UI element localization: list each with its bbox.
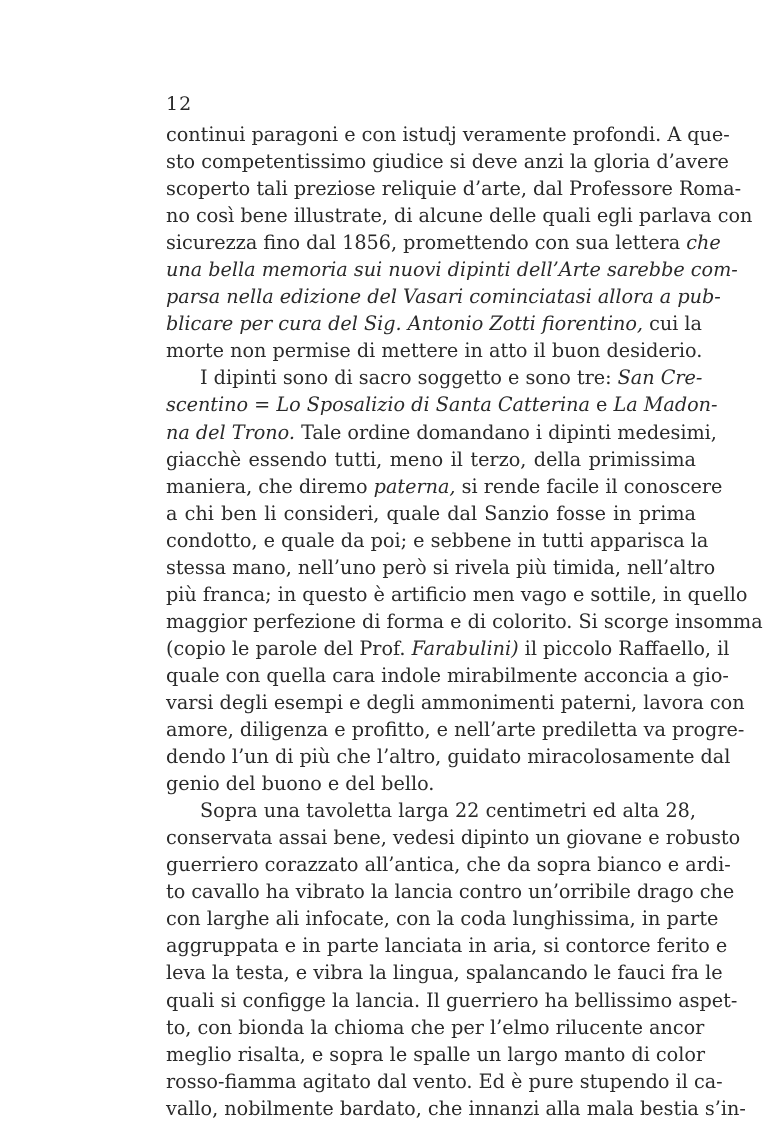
text-segment: Tale ordine domandano i dipinti medesimi, <box>294 420 717 444</box>
text-line <box>166 716 745 743</box>
text-line <box>166 121 730 148</box>
text-segment: giacchè essendo tutti, meno il terzo, della primissima <box>166 447 696 471</box>
text-segment: continui paragoni e con istudj veramente profondi. A que- <box>166 123 730 146</box>
text-line <box>166 662 729 689</box>
italic-text: Farabulini) <box>411 636 519 660</box>
text-segment: aggruppata e in parte lanciata in aria, si contorce ferito e <box>166 934 728 958</box>
text-segment: cui la <box>642 312 702 336</box>
text-line <box>166 446 696 473</box>
text-segment: guerriero corazzato all’antica, che da sopra bianco e ardi- <box>166 853 731 877</box>
text-segment: (copio le parole del Prof. <box>166 636 412 660</box>
text-line <box>166 256 738 283</box>
text-segment: quali si configge la lancia. Il guerriero ha bellissimo aspet- <box>166 988 738 1012</box>
text-line <box>166 987 738 1014</box>
text-segment: e <box>589 393 614 417</box>
text-line <box>166 1041 706 1068</box>
text-segment: il piccolo Raffaello, il <box>518 636 730 660</box>
italic-text: Lo Sposalizio di Santa Catterina <box>276 393 590 417</box>
text-segment: quale con quella cara indole mirabilmente acconcia a gio- <box>166 663 729 687</box>
text-line <box>166 202 753 229</box>
text-line <box>166 391 718 418</box>
text-segment: si rende facile il conoscere <box>455 474 723 498</box>
text-line <box>166 175 742 202</box>
paragraph <box>166 121 753 364</box>
text-segment: meglio risalta, e sopra le spalle un largo manto di color <box>166 1042 706 1066</box>
text-segment: no così bene illustrate, di alcune delle quali egli parlava con <box>166 204 753 228</box>
text-segment: leva la testa, e vibra la lingua, spalancando le fauci fra le <box>166 961 723 985</box>
text-line <box>166 797 696 824</box>
text-line <box>166 554 716 581</box>
text-segment: vallo, nobilmente bardato, che innanzi alla mala bestia s’in- <box>166 1096 746 1120</box>
text-line <box>166 500 696 527</box>
text-line <box>166 878 735 905</box>
italic-text: blicare per cura del Sig. Antonio Zotti fiorentino, <box>166 312 643 336</box>
italic-text: parsa nella edizione del Vasari cominciatasi allora a pub- <box>166 285 721 309</box>
text-line <box>166 1068 723 1095</box>
italic-text: San Cre- <box>617 366 703 390</box>
text-line <box>166 337 703 364</box>
italic-text: La Madon- <box>613 393 718 417</box>
text-segment: condotto, e quale da poi; e sebbene in tutti apparisca la <box>166 528 709 552</box>
text-line <box>166 1014 705 1041</box>
text-segment: stessa mano, nell’uno però si rivela più timida, nell’altro <box>166 555 716 579</box>
text-line <box>166 689 745 716</box>
text-segment: sicurezza fino dal 1856, promettendo con sua lettera <box>166 231 687 255</box>
text-segment: Sopra una tavoletta larga 22 centimetri ed alta 28, <box>200 799 696 823</box>
text-segment: amore, diligenza e profitto, e nell’arte prediletta va progre- <box>166 718 745 742</box>
text-segment: = <box>248 393 277 417</box>
text-segment: to, con bionda la chioma che per l’elmo rilucente ancor <box>166 1015 705 1039</box>
text-segment: varsi degli esempi e degli ammonimenti paterni, lavora con <box>166 690 745 714</box>
italic-text: scentino <box>166 393 249 417</box>
text-line <box>166 608 763 635</box>
text-line <box>166 473 723 500</box>
text-line <box>166 824 741 851</box>
text-line <box>166 1095 746 1122</box>
text-line <box>166 635 730 662</box>
page-number: 12 <box>166 93 193 115</box>
text-line <box>166 419 717 446</box>
text-line <box>166 283 721 310</box>
text-segment: conservata assai bene, vedesi dipinto un giovane e robusto <box>166 826 741 850</box>
text-line <box>166 770 696 797</box>
italic-text: una bella memoria sui nuovi dipinti dell’Arte sarebbe com- <box>166 258 738 282</box>
text-segment: a chi ben li consideri, quale dal Sanzio fosse in prima <box>166 501 696 525</box>
text-line <box>166 364 703 391</box>
text-line <box>166 527 709 554</box>
paragraph <box>166 364 763 797</box>
text-segment: scoperto tali preziose reliquie d’arte, dal Professore Roma- <box>166 177 742 201</box>
text-line <box>166 581 748 608</box>
text-line <box>166 959 723 986</box>
italic-text: che <box>686 231 721 255</box>
text-segment: to cavallo ha vibrato la lancia contro un’orribile drago che <box>166 880 735 904</box>
text-segment: maggior perfezione di forma e di colorito. Si scorge insomma <box>166 609 763 633</box>
body-text <box>166 121 763 1122</box>
text-segment: dendo l’un di più che l’altro, guidato miracolosamente dal <box>166 745 731 769</box>
text-segment: con larghe ali infocate, con la coda lunghissima, in parte <box>166 907 719 931</box>
text-segment: genio del buono e del bello. <box>166 772 435 796</box>
italic-text: paterna, <box>373 474 456 498</box>
text-line <box>166 905 719 932</box>
text-line <box>166 229 721 256</box>
italic-text: na del Trono. <box>166 420 295 444</box>
text-segment: morte non permise di mettere in atto il buon desiderio. <box>166 339 703 363</box>
text-line <box>166 148 729 175</box>
text-line <box>166 743 731 770</box>
paragraph <box>166 797 746 1122</box>
text-segment: I dipinti sono di sacro soggetto e sono tre: <box>200 366 618 390</box>
text-segment: maniera, che diremo <box>166 474 374 498</box>
text-line <box>166 932 728 959</box>
text-segment: rosso-fiamma agitato dal vento. Ed è pure stupendo il ca- <box>166 1069 723 1093</box>
text-line <box>166 851 731 878</box>
text-segment: sto competentissimo giudice si deve anzi la gloria d’avere <box>166 150 729 174</box>
text-line <box>166 310 702 337</box>
text-segment: più franca; in questo è artificio men vago e sottile, in quello <box>166 582 748 606</box>
